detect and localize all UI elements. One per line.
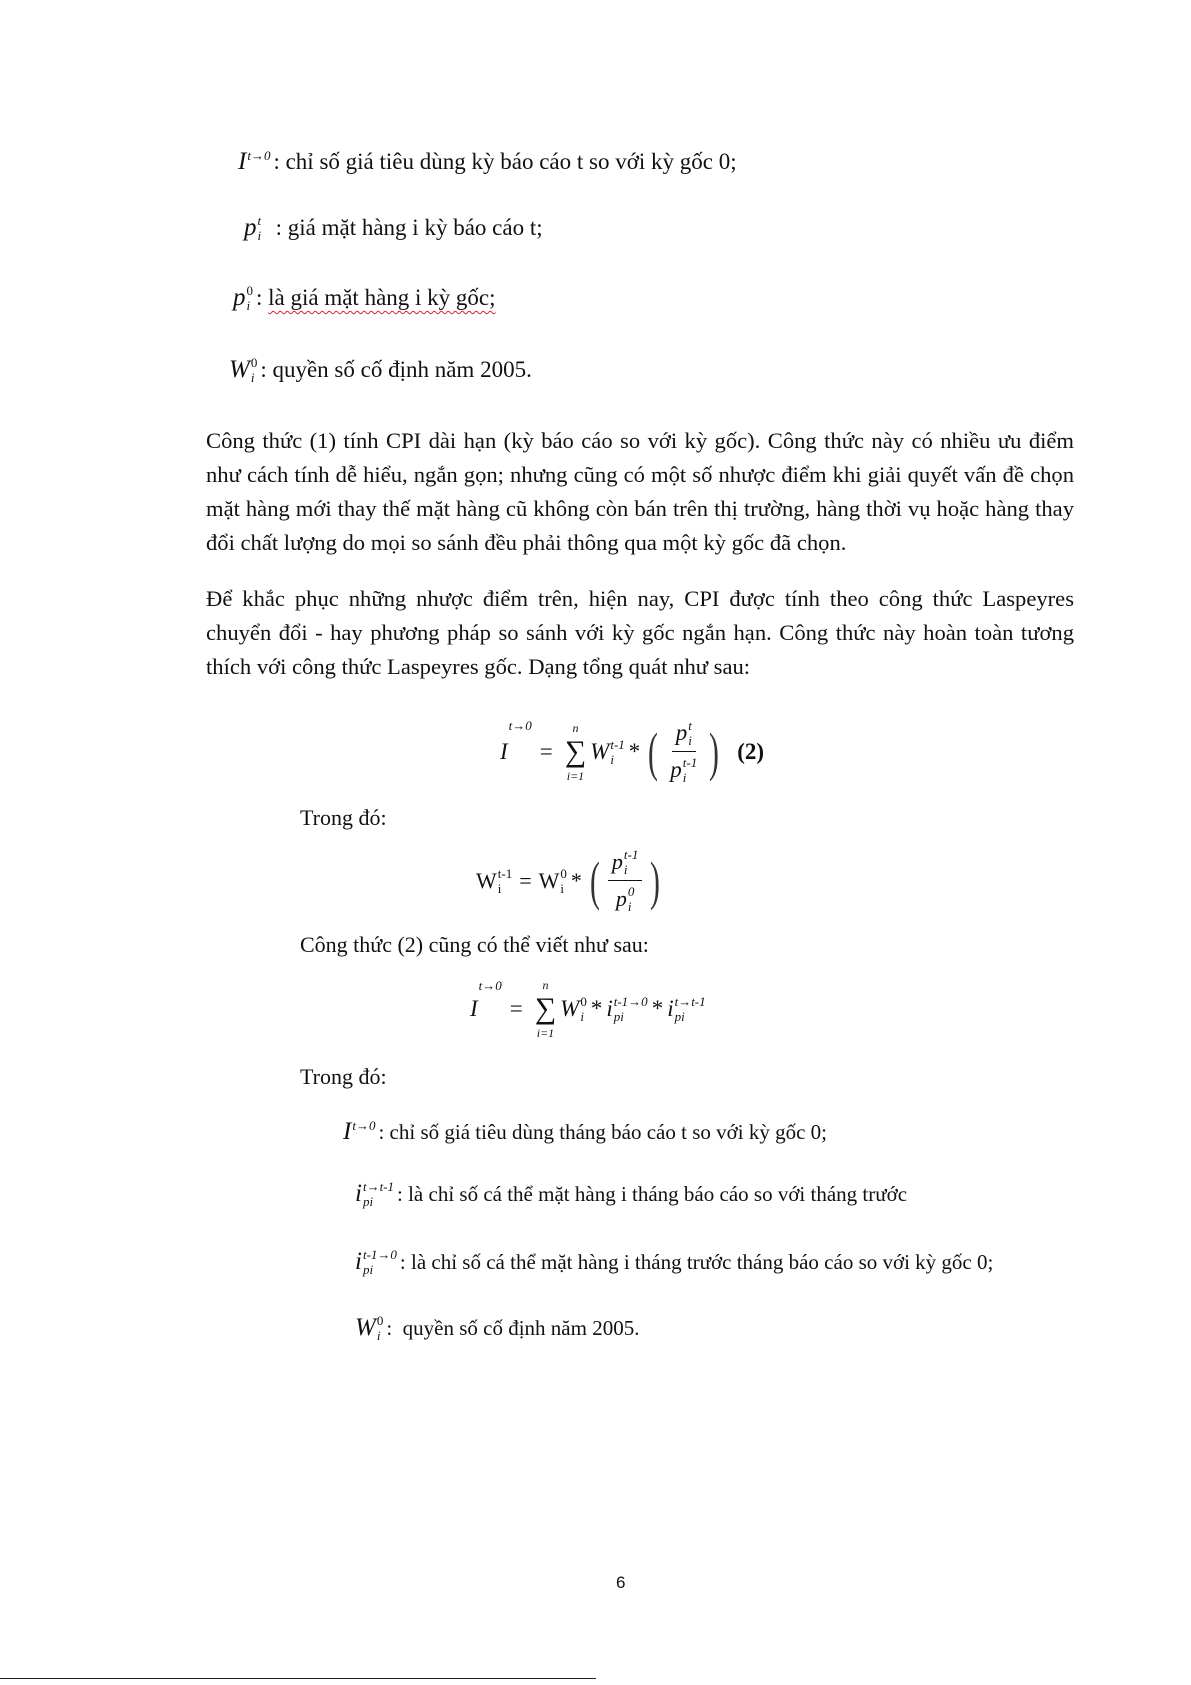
definition-price-0: p 0 i : là giá mặt hàng i kỳ gốc; [233, 283, 496, 313]
summation: n ∑ i=1 [534, 978, 557, 1040]
paragraph-long-term-cpi: Công thức (1) tính CPI dài hạn (kỳ báo cáo so với kỳ gốc). Công thức này có nhiều ưu điểm như cách tính dễ hiểu, ngắn gọn; nhưng cũng có một số nhược điểm khi giải quyết vấn đề chọn mặt hàng mới thay thế mặt hàng cũ không còn bán trên thị trường, hàng thời vụ hoặc hàng thay đổi chất lượng do mọi so sánh đều phải thông qua một kỳ gốc đã chọn. [206, 428, 1074, 555]
definition-price-t: p t i : giá mặt hàng i kỳ báo cáo t; [244, 213, 543, 243]
definition-item-index-month: i t→t-1 pi : là chỉ số cá thể mặt hàng i tháng báo cáo so với tháng trước [355, 1179, 908, 1209]
summation: n ∑ i=1 [564, 720, 587, 783]
formula-3: I t→0 = n ∑ i=1 W 0 i * i t-1→0 pi * i t→t-1 pi [470, 978, 706, 1040]
formula-weight: W t-1 i = W 0 i * ( p t-1 i p 0 i ) [476, 847, 661, 914]
symbol: I t→0 [343, 1118, 376, 1145]
symbol: i t→t-1 pi [355, 1179, 395, 1209]
symbol: I t→0 [238, 148, 271, 175]
footer-divider [0, 1678, 596, 1679]
definition-weight-2: W 0 i : quyền số cố định năm 2005. [355, 1313, 640, 1343]
definition-item-index-base: i t-1→0 pi : là chỉ số cá thể mặt hàng i tháng trước tháng báo cáo so với kỳ gốc 0; [355, 1247, 994, 1277]
symbol: p 0 i [233, 283, 253, 313]
spellcheck-underlined-text: là giá mặt hàng i kỳ gốc; [268, 285, 496, 310]
page-number: 6 [616, 1573, 626, 1592]
formula-label: (2) [737, 738, 765, 764]
where-label: Trong đó: [300, 805, 387, 830]
fraction: p t i p t-1 i [670, 718, 698, 785]
symbol: p t i [244, 213, 262, 243]
symbol: i t-1→0 pi [355, 1247, 397, 1277]
symbol: W 0 i [229, 355, 258, 385]
symbol: W 0 i [355, 1313, 384, 1343]
rewrite-label: Công thức (2) cũng có thể viết như sau: [300, 932, 649, 957]
formula-2: I t→0 = n ∑ i=1 W t-1 i * ( p t i p t-1 i ) (2) [500, 718, 765, 785]
paragraph-laspeyres: Để khắc phục những nhược điểm trên, hiện nay, CPI được tính theo công thức Laspeyres chuyển đổi - hay phương pháp so sánh với kỳ gốc ngắn hạn. Công thức này hoàn toàn tương thích với công thức Laspeyres gốc. Dạng tổng quát như sau: [206, 586, 1074, 679]
fraction: p t-1 i p 0 i [608, 847, 642, 914]
definition-index: I t→0 : chỉ số giá tiêu dùng kỳ báo cáo t so với kỳ gốc 0; [238, 148, 737, 175]
definition-weight: W 0 i : quyền số cố định năm 2005. [229, 355, 532, 385]
definition-index-monthly: I t→0 : chỉ số giá tiêu dùng tháng báo cáo t so với kỳ gốc 0; [343, 1118, 827, 1145]
where-label: Trong đó: [300, 1064, 387, 1089]
